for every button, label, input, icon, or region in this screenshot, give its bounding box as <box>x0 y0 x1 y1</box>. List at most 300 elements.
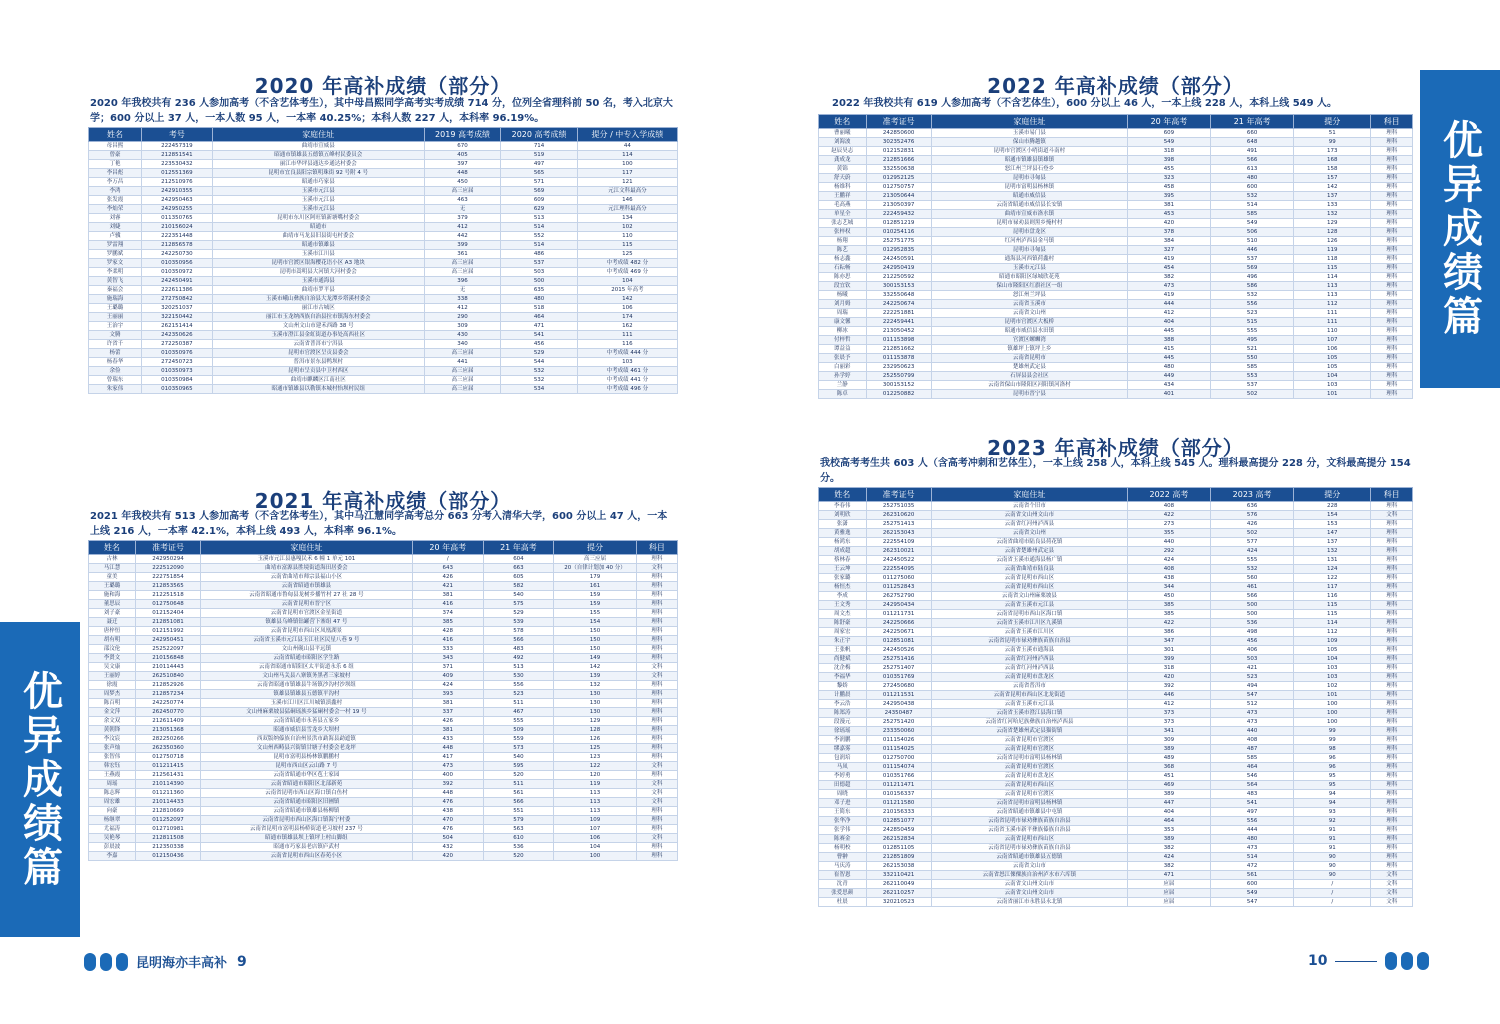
table-cell: 理科 <box>1371 844 1413 853</box>
table-row <box>819 808 1413 817</box>
table-cell: 417 <box>412 753 483 762</box>
table-cell: 174 <box>577 313 677 322</box>
table-cell: 464 <box>1127 817 1210 826</box>
table-cell: 010351769 <box>866 673 931 682</box>
table-cell: 512 <box>1211 700 1294 709</box>
table-cell: 理科 <box>636 753 677 762</box>
table-cell: 理科 <box>1371 547 1413 556</box>
table-cell: 理科 <box>636 825 677 834</box>
table-cell: 137 <box>1294 538 1371 547</box>
table-cell: 550 <box>1211 354 1294 363</box>
table-cell: 125 <box>577 250 677 259</box>
table-cell: 王璐璐 <box>89 304 142 313</box>
table-cell: 564 <box>1211 781 1294 790</box>
table-cell: 408 <box>1127 502 1210 511</box>
table-cell: 理科 <box>1371 817 1413 826</box>
table-cell: 154 <box>1294 511 1371 520</box>
table-cell: 433 <box>412 735 483 744</box>
table-cell: 179 <box>554 573 636 582</box>
table-cell: 514 <box>501 241 578 250</box>
table-cell: 242250671 <box>866 628 931 637</box>
table-cell: 147 <box>1294 529 1371 538</box>
table-cell: 理科 <box>1371 637 1413 646</box>
table-cell: 云南省文山州文山市 <box>931 889 1127 898</box>
page-number-right: 10 <box>1308 953 1328 969</box>
table-cell: 理科 <box>1371 201 1413 210</box>
table-cell: 393 <box>412 690 483 699</box>
table-row <box>819 601 1413 610</box>
table-cell: 445 <box>1127 327 1210 336</box>
table-cell: 云南省昆明市西山区 <box>931 583 1127 592</box>
table-cell: 571 <box>501 178 578 187</box>
table-cell: 理科 <box>1371 147 1413 156</box>
table-cell: 547 <box>1211 898 1294 907</box>
table-cell: 561 <box>1211 871 1294 880</box>
table-cell: 445 <box>1127 354 1210 363</box>
table-cell: 高三应届 <box>424 349 501 358</box>
table-row <box>89 250 678 259</box>
table-cell: 李昌彪 <box>89 169 142 178</box>
table-cell: 010350984 <box>142 376 213 385</box>
table-cell: 106 <box>1294 345 1371 354</box>
table-cell: 柳冰 <box>819 327 867 336</box>
table-cell: 112 <box>1294 300 1371 309</box>
table-cell: 471 <box>1127 871 1210 880</box>
table-cell: 011154026 <box>866 736 931 745</box>
table-cell: 494 <box>1211 682 1294 691</box>
table-cell: 629 <box>501 205 578 214</box>
table-cell: 云南省玉溪市元江县玉江社区民星八巷 9 号 <box>200 636 412 645</box>
table-cell: 415 <box>1127 345 1210 354</box>
table-cell: 012750718 <box>136 753 201 762</box>
table-cell: 212853565 <box>136 582 201 591</box>
column-header: 2022 高考 <box>1127 488 1210 502</box>
footer-dot-icon <box>1385 952 1397 970</box>
table-row <box>89 376 678 385</box>
table-cell: 2015 年高考 <box>577 286 677 295</box>
table-cell: 理科 <box>636 717 677 726</box>
table-cell: 张智伟 <box>89 753 136 762</box>
table-cell: 理科 <box>1371 336 1413 345</box>
table-cell: 云南省玉溪市元江县 <box>931 601 1127 610</box>
table-cell: 昭通市镇雄县坝上镇坪上村山脚组 <box>200 834 412 843</box>
column-header: 21 年高考 <box>483 541 554 555</box>
table-cell: 理科 <box>1371 655 1413 664</box>
table-cell: 514 <box>1211 853 1294 862</box>
table-cell: 262450770 <box>136 708 201 717</box>
table-cell: 412 <box>424 223 501 232</box>
table-cell: 镇雄坪上镇坪上乡 <box>931 345 1127 354</box>
table-cell: 朱正宇 <box>819 637 867 646</box>
column-header: 家庭住址 <box>212 128 424 142</box>
table-cell: 420 <box>1127 673 1210 682</box>
table-cell: 556 <box>1211 817 1294 826</box>
table-row <box>819 138 1413 147</box>
table-cell: 黎娇 <box>819 682 867 691</box>
table-cell: 173 <box>1294 147 1371 156</box>
table-cell: 李润鹏 <box>819 736 867 745</box>
table-cell: 448 <box>424 169 501 178</box>
table-row <box>819 610 1413 619</box>
table-cell: 262310620 <box>866 511 931 520</box>
table-row <box>819 637 1413 646</box>
table-cell: 392 <box>412 780 483 789</box>
table-cell: 92 <box>1294 817 1371 826</box>
table-cell: 94 <box>1294 790 1371 799</box>
table-cell: 150 <box>554 636 636 645</box>
table-cell: 012250882 <box>866 390 931 399</box>
table-cell: 文科 <box>636 780 677 789</box>
table-cell: 242950255 <box>142 205 213 214</box>
table-cell: 609 <box>501 196 578 205</box>
table-cell: 杨翔 <box>819 237 867 246</box>
table-cell: 242950294 <box>136 555 201 564</box>
table-cell: 云南省丽江市永胜县永北镇 <box>931 898 1127 907</box>
table-cell: 理科 <box>636 816 677 825</box>
table-cell: 011252843 <box>866 583 931 592</box>
table-cell: 理科 <box>636 573 677 582</box>
table-cell: 吴艳琴 <box>89 834 136 843</box>
table-cell: 408 <box>1211 736 1294 745</box>
table-row <box>819 565 1413 574</box>
table-cell: 理科 <box>636 618 677 627</box>
table-cell: 112 <box>1294 628 1371 637</box>
table-cell: 471 <box>501 322 578 331</box>
table-cell: 532 <box>1211 291 1294 300</box>
table-cell: 496 <box>1211 273 1294 282</box>
table-cell: 周宏雄 <box>89 798 136 807</box>
table-cell: 段漫元 <box>819 718 867 727</box>
table-cell: 011211580 <box>866 799 931 808</box>
table-cell: 周瑞 <box>819 309 867 318</box>
table-cell: 115 <box>1294 601 1371 610</box>
table-cell: 理科 <box>1371 156 1413 165</box>
table-cell: 532 <box>501 367 578 376</box>
section-2020-title: 2020 年高补成绩（部分） <box>254 74 512 98</box>
table-cell: 552 <box>501 232 578 241</box>
table-cell: 139 <box>554 672 636 681</box>
table-cell: 536 <box>483 843 554 852</box>
section-2021-title: 2021 年高补成绩（部分） <box>254 489 512 513</box>
table-cell: 242250674 <box>866 300 931 309</box>
table-cell: 419 <box>1127 255 1210 264</box>
table-cell: 曲靖市麒麟区江南社区 <box>212 376 424 385</box>
table-cell: 473 <box>412 762 483 771</box>
table-cell: 327 <box>1127 246 1210 255</box>
table-row <box>89 591 678 600</box>
table-cell: 云南省昭通市镇雄县中屯镇 <box>931 808 1127 817</box>
table-cell: 104 <box>577 277 677 286</box>
table-row <box>89 160 678 169</box>
table-cell: 541 <box>1211 799 1294 808</box>
table-cell: 陈亦思 <box>819 273 867 282</box>
table-cell: 理科 <box>636 636 677 645</box>
table-cell: 童美 <box>89 573 136 582</box>
table-cell: 262153038 <box>866 862 931 871</box>
table-cell: 理科 <box>636 744 677 753</box>
table-cell: 643 <box>412 564 483 573</box>
column-header: 2023 高考 <box>1211 488 1294 502</box>
table-cell: 118 <box>1294 255 1371 264</box>
table-cell: 文山州西畴县兴街镇甘塘子村委会老龙坪 <box>200 744 412 753</box>
table-cell: 129 <box>554 717 636 726</box>
table-cell: 497 <box>501 160 578 169</box>
table-cell: 523 <box>1211 673 1294 682</box>
table-cell: 云南省玉溪市新平彝族傣族自治县 <box>931 826 1127 835</box>
table-row <box>89 564 678 573</box>
table-cell: 476 <box>412 798 483 807</box>
column-header: 提分 <box>554 541 636 555</box>
table-cell: 222251881 <box>866 309 931 318</box>
table-cell: 511 <box>483 780 554 789</box>
table-cell: 168 <box>1294 156 1371 165</box>
table-cell: 高三应届 <box>554 555 636 564</box>
table-cell: 012150436 <box>136 852 201 861</box>
table-cell: 李成 <box>819 592 867 601</box>
table-cell: 理科 <box>1371 610 1413 619</box>
table-row <box>89 340 678 349</box>
table-cell: 563 <box>483 825 554 834</box>
table-cell: 440 <box>1211 727 1294 736</box>
table-cell: 595 <box>483 762 554 771</box>
table-cell: 290 <box>424 313 501 322</box>
table-cell: 212851081 <box>136 618 201 627</box>
table-cell: 刘海波 <box>819 138 867 147</box>
table-cell: 582 <box>483 582 554 591</box>
section-2022-title: 2022 年高补成绩（部分） <box>987 74 1244 98</box>
table-cell: 404 <box>1127 808 1210 817</box>
table-cell: 503 <box>1211 655 1294 664</box>
table-cell: 保山市腾越镇 <box>931 138 1127 147</box>
table-cell: 223530432 <box>142 160 213 169</box>
table-cell: 111 <box>577 331 677 340</box>
table-cell: 262310021 <box>866 547 931 556</box>
table-cell: 242950463 <box>142 196 213 205</box>
table-cell: 483 <box>483 645 554 654</box>
section-2023 <box>818 432 1413 907</box>
table-cell: 011211360 <box>136 789 201 798</box>
table-cell: 玉溪市江川区江川城镇滇鑫村 <box>200 699 412 708</box>
table-row <box>89 304 678 313</box>
column-header: 提分 <box>1294 488 1371 502</box>
table-cell: 云南省红河州泸西县 <box>931 520 1127 529</box>
table-cell: 王文秀 <box>819 601 867 610</box>
table-cell: 103 <box>1294 381 1371 390</box>
table-cell: 540 <box>483 591 554 600</box>
table-row <box>89 654 678 663</box>
table-cell: 424 <box>1211 547 1294 556</box>
table-row <box>819 646 1413 655</box>
column-header: 科目 <box>636 541 677 555</box>
table-row <box>819 529 1413 538</box>
table-cell: 周梦杰 <box>89 690 136 699</box>
table-cell: 116 <box>577 340 677 349</box>
table-cell: 云南省昭通市昭阳区旧圃镇 <box>200 798 412 807</box>
table-cell: 012151992 <box>136 627 201 636</box>
table-cell: 理科 <box>636 654 677 663</box>
table-cell: 210114433 <box>136 798 201 807</box>
table-cell: 李灿荣 <box>89 205 142 214</box>
table-cell: 99 <box>1294 736 1371 745</box>
table-cell: 保山市隆阳区红旗社区一组 <box>931 282 1127 291</box>
table-row <box>89 762 678 771</box>
table-cell: 252751420 <box>866 718 931 727</box>
table-cell: 212857234 <box>136 690 201 699</box>
table-cell: 99 <box>1294 727 1371 736</box>
column-header: 家庭住址 <box>931 115 1127 129</box>
table-cell: 605 <box>483 573 554 582</box>
table-cell: 刘睿 <box>89 214 142 223</box>
table-cell: 130 <box>554 708 636 717</box>
table-cell: 556 <box>483 681 554 690</box>
table-cell: 王丽婷 <box>89 672 136 681</box>
table-cell: 010254116 <box>866 228 931 237</box>
footer-rule <box>1335 961 1377 962</box>
table-cell: 412 <box>424 304 501 313</box>
column-header: 科目 <box>1371 488 1413 502</box>
table-cell: 530 <box>483 672 554 681</box>
table-cell: 242450522 <box>866 556 931 565</box>
table-cell: 242950419 <box>866 264 931 273</box>
table-cell: 昆明市富明县杨林镇 <box>931 183 1127 192</box>
table-row <box>819 147 1413 156</box>
table-cell: 404 <box>1127 318 1210 327</box>
table-cell: 113 <box>1294 282 1371 291</box>
table-row <box>89 178 678 187</box>
table-cell: 周文杰 <box>819 610 867 619</box>
table-cell: 566 <box>483 636 554 645</box>
table-cell: 131 <box>1294 556 1371 565</box>
table-cell: 昆明市盘龙区 <box>931 228 1127 237</box>
table-cell: 云南省文山州 <box>931 529 1127 538</box>
table-cell: 44 <box>577 142 677 151</box>
table-row <box>89 214 678 223</box>
table-cell: 575 <box>483 600 554 609</box>
table-cell: 缪嘉雾 <box>819 745 867 754</box>
table-cell: 理科 <box>1371 372 1413 381</box>
table-cell: 理科 <box>1371 754 1413 763</box>
table-row <box>819 574 1413 583</box>
table-cell: 565 <box>501 169 578 178</box>
table-cell: 119 <box>1294 246 1371 255</box>
table-cell: 镇雄县镇雄县五德镇平沟村 <box>200 690 412 699</box>
table-cell: 579 <box>483 816 554 825</box>
table-cell: 210114390 <box>136 780 201 789</box>
table-cell: 陈舒豪 <box>819 619 867 628</box>
column-header: 姓名 <box>89 128 142 142</box>
table-cell: 272750842 <box>142 295 213 304</box>
table-cell: 610 <box>483 834 554 843</box>
table-cell: 云南省昆明市禄劝彝族苗族自治县 <box>931 637 1127 646</box>
table-cell: 丽江市华坪县通达乡通达村委会 <box>212 160 424 169</box>
column-header: 姓名 <box>819 115 867 129</box>
table-cell: 96 <box>1294 763 1371 772</box>
table-cell: 张潇 <box>819 520 867 529</box>
table-cell: 397 <box>424 160 501 169</box>
table-row <box>819 345 1413 354</box>
table-cell: 438 <box>1127 574 1210 583</box>
table-cell: 421 <box>412 582 483 591</box>
table-cell: 理科 <box>1371 219 1413 228</box>
table-cell: 130 <box>554 690 636 699</box>
table-cell: 537 <box>1211 255 1294 264</box>
table-cell: 159 <box>554 591 636 600</box>
table-cell: 孙学婷 <box>819 372 867 381</box>
table-cell: 理科 <box>1371 282 1413 291</box>
table-cell: 010350965 <box>142 385 213 394</box>
table-cell: 480 <box>501 295 578 304</box>
table-cell: 云南省昆明市西山区凤凰湖景 <box>200 627 412 636</box>
table-row <box>89 367 678 376</box>
table-row <box>89 142 678 151</box>
table-cell: 252522097 <box>136 645 201 654</box>
table-cell: 382 <box>1127 273 1210 282</box>
table-cell: 011252097 <box>136 816 201 825</box>
table-cell: 242450491 <box>142 277 213 286</box>
table-cell: 昆明市官渡区银海樱花语小区 A3 地块 <box>212 259 424 268</box>
table-cell: 理科 <box>1371 592 1413 601</box>
table-cell: 李云浩 <box>819 700 867 709</box>
table-row <box>819 619 1413 628</box>
table-row <box>89 771 678 780</box>
table-cell: 332550648 <box>866 291 931 300</box>
table-cell: 406 <box>1211 646 1294 655</box>
table-cell: 理科 <box>1371 664 1413 673</box>
table-cell: 蔡林春 <box>819 556 867 565</box>
table-cell: 曲靖市罗平县 <box>212 286 424 295</box>
table-cell: 228 <box>1294 502 1371 511</box>
table-cell: 309 <box>1127 736 1210 745</box>
table-cell: 212810669 <box>136 807 201 816</box>
table-cell: 012750648 <box>136 600 201 609</box>
table-cell: 理科 <box>1371 601 1413 610</box>
footer-left <box>84 952 247 971</box>
table-cell: 385 <box>1127 601 1210 610</box>
table-cell: 012551369 <box>142 169 213 178</box>
table-row <box>89 852 678 861</box>
table-cell: 理科 <box>1371 790 1413 799</box>
table-cell: 理科 <box>1371 381 1413 390</box>
section-2020 <box>88 70 678 394</box>
table-cell: 660 <box>1211 129 1294 138</box>
table-cell: 113 <box>554 807 636 816</box>
table-cell: 158 <box>1294 165 1371 174</box>
table-row <box>89 268 678 277</box>
table-cell: 许省千 <box>89 340 142 349</box>
table-cell: 408 <box>1127 565 1210 574</box>
column-header: 家庭住址 <box>200 541 412 555</box>
table-cell: 222611386 <box>142 286 213 295</box>
table-row <box>819 174 1413 183</box>
table-cell: 222512090 <box>136 564 201 573</box>
table-cell: 曲靖市马龙县旧县街屯村委会 <box>212 232 424 241</box>
footer-dot-icon <box>1401 952 1413 970</box>
table-row <box>819 727 1413 736</box>
table-cell: 93 <box>1294 808 1371 817</box>
table-cell: 340 <box>424 340 501 349</box>
table-cell: 212851809 <box>866 853 931 862</box>
table-cell: 487 <box>1211 745 1294 754</box>
table-cell: 怒江州兰坪县石登乡 <box>931 165 1127 174</box>
table-cell: 422 <box>1127 619 1210 628</box>
table-cell: 426 <box>412 573 483 582</box>
table-cell: 012152404 <box>136 609 201 618</box>
table-cell: 周瑶 <box>89 780 136 789</box>
table-cell: 张志艺城 <box>819 219 867 228</box>
table-cell: 张梓权 <box>819 228 867 237</box>
table-cell: 444 <box>1211 826 1294 835</box>
table-cell: 云南省保山市隆阳区河阳镇河洛村 <box>931 381 1127 390</box>
